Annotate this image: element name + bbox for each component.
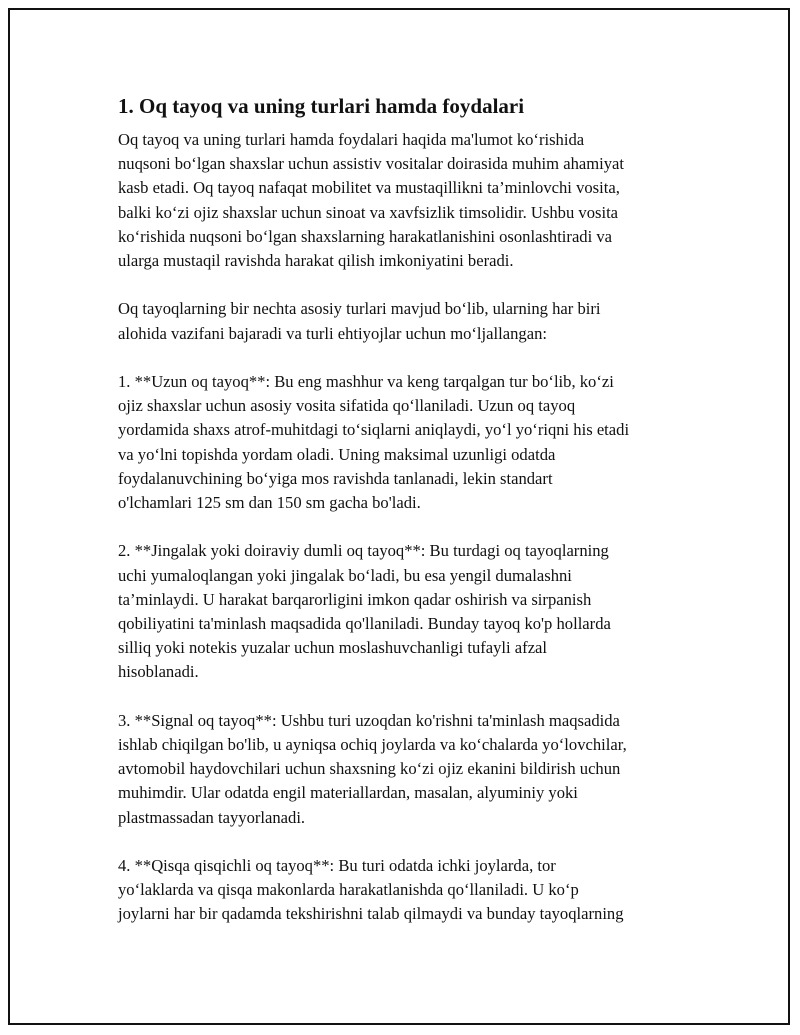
text-line: kasb etadi. Oq tayoq nafaqat mobilitet va mustaqillikni ta’minlovchi vosita, [118,178,620,198]
text-line: alohida vazifani bajaradi va turli ehtiyojlar uchun mo‘ljallangan: [118,323,547,343]
text-line: 3. **Signal oq tayoq**: Ushbu turi uzoqdan ko'rishni ta'minlash maqsadida [118,710,620,730]
text-line: yo‘laklarda va qisqa makonlarda harakatlanishda qo‘llaniladi. U ko‘p [118,880,579,900]
document-body [118,92,702,927]
text-line: qobiliyatini ta'minlash maqsadida qo'llaniladi. Bunday tayoq ko'p hollarda [118,614,611,634]
paragraph-short-cane [118,854,702,927]
text-line: ishlab chiqilgan bo'lib, u ayniqsa ochiq joylarda va ko‘chalarda yo‘lovchilar, [118,735,627,755]
paragraph-long-cane [118,370,702,515]
paragraph-spacer [118,346,702,370]
text-line: avtomobil haydovchilari uchun shaxsning ko‘zi ojiz ekanini bildirish uchun [118,759,621,779]
paragraph-intro [118,128,702,273]
text-line: uchi yumaloqlangan yoki jingalak bo‘ladi, bu esa yengil dumalashni [118,565,572,585]
text-line: silliq yoki notekis yuzalar uchun moslashuvchanligi tufayli afzal [118,638,548,658]
text-line: Oq tayoq va uning turlari hamda foydalari haqida ma'lumot ko‘rishida [118,130,585,149]
paragraph-types-intro [118,297,702,345]
text-line: muhimdir. Ular odatda engil materiallardan, masalan, alyuminiy yoki [118,783,578,803]
text-line: hisoblanadi. [118,662,199,682]
text-line: balki ko‘zi ojiz shaxslar uchun sinoat va xavfsizlik timsolidir. Ushbu vosita [118,202,619,222]
text-line: 2. **Jingalak yoki doiraviy dumli oq tayoq**: Bu turdagi oq tayoqlarning [118,541,609,561]
text-line: ta’minlaydi. U harakat barqarorligini imkon qadar oshirish va sirpanish [118,589,592,609]
text-line: Oq tayoqlarning bir nechta asosiy turlari mavjud bo‘lib, ularning har biri [118,299,601,319]
text-line: ularga mustaqil ravishda harakat qilish imkoniyatini beradi. [118,251,514,271]
text-line: ko‘rishida nuqsoni bo‘lgan shaxslarning harakatlanishini osonlashtiradi va [118,226,613,246]
text-line: yordamida shaxs atrof-muhitdagi to‘siqlarni aniqlaydi, yo‘l yo‘riqni his etadi [118,420,630,440]
text-line: 4. **Qisqa qisqichli oq tayoq**: Bu turi odatda ichki joylarda, tor [118,856,556,876]
text-line: 1. **Uzun oq tayoq**: Bu eng mashhur va keng tarqalgan tur bo‘lib, ko‘zi [118,372,614,391]
paragraph-spacer [118,830,702,854]
paragraph-signal-cane [118,709,702,830]
paragraph-roller-tip-cane [118,539,702,684]
text-line: ojiz shaxslar uchun asosiy vosita sifatida qo‘llaniladi. Uzun oq tayoq [118,396,576,416]
text-line: o'lchamlari 125 sm dan 150 sm gacha bo'ladi. [118,493,421,513]
document-title: 1. Oq tayoq va uning turlari hamda foydalari [118,94,525,118]
text-line: foydalanuvchining bo‘yiga mos ravishda tanlanadi, lekin standart [118,468,553,488]
text-line: plastmassadan tayyorlanadi. [118,807,306,827]
text-line: nuqsoni bo‘lgan shaxslar uchun assistiv vositalar doirasida muhim ahamiyat [118,154,625,174]
text-line: va yo‘lni topishda yordam oladi. Uning maksimal uzunligi odatda [118,444,556,464]
paragraph-spacer [118,273,702,297]
paragraph-spacer [118,515,702,539]
paragraph-spacer [118,685,702,709]
text-line: joylarni har bir qadamda tekshirishni talab qilmaydi va bunday tayoqlarning [118,904,624,924]
